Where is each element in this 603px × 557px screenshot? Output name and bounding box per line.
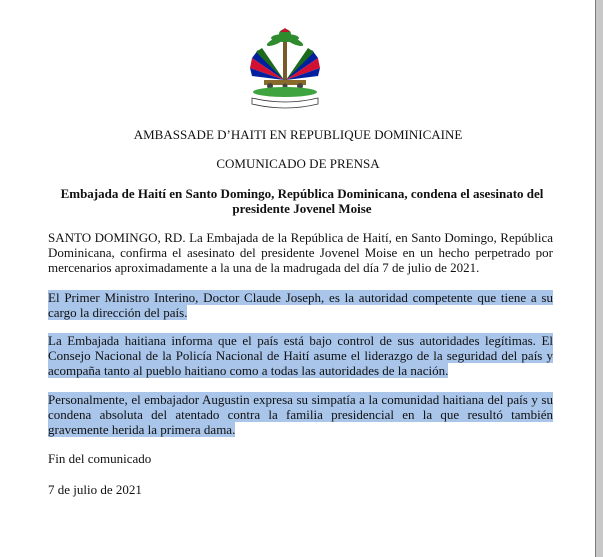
- closing-line: Fin del comunicado: [48, 451, 152, 466]
- paragraph-2-text-selected[interactable]: El Primer Ministro Interino, Doctor Claude Joseph, es la autoridad competente que tiene a su cargo la dirección del país.: [48, 290, 553, 320]
- paragraph-4-text-selected[interactable]: Personalmente, el embajador Augustin expresa su simpatía a la comunidad haitiana del país y su condena absoluta del atentado contra la familia presidencial en la que resultó también gravemente herida la primera dama.: [48, 392, 553, 437]
- haiti-coat-of-arms-icon: [240, 28, 330, 110]
- paragraph-3-text-selected[interactable]: La Embajada haitiana informa que el país está bajo control de sus autoridades legítimas. El Consejo Nacional de la Policía Nacional de Haití asume el liderazgo de la seguridad del país y acompaña tanto al pueblo haitiano como a todas las autoridades de la nación.: [48, 333, 553, 378]
- paragraph-2[interactable]: [48, 290, 553, 320]
- document-date: 7 de julio de 2021: [48, 482, 142, 497]
- paragraph-1-text: SANTO DOMINGO, RD. La Embajada de la República de Haití, en Santo Domingo, República Dominicana, confirma el asesinato del presidente Jovenel Moise en un hecho perpetrado por mercenarios aproximadamente a la una de la madrugada del día 7 de julio de 2021.: [48, 230, 553, 275]
- window-edge: [596, 0, 603, 557]
- paragraph-4[interactable]: [48, 392, 553, 437]
- paragraph-1: [48, 230, 553, 275]
- document-headline: Embajada de Haití en Santo Domingo, República Dominicana, condena el asesinato del presidente Jovenel Moise: [60, 186, 544, 216]
- press-release-heading: COMUNICADO DE PRENSA: [216, 156, 380, 171]
- paragraph-3[interactable]: [48, 333, 553, 378]
- embassy-heading: AMBASSADE D’HAITI EN REPUBLIQUE DOMINICAINE: [133, 127, 463, 142]
